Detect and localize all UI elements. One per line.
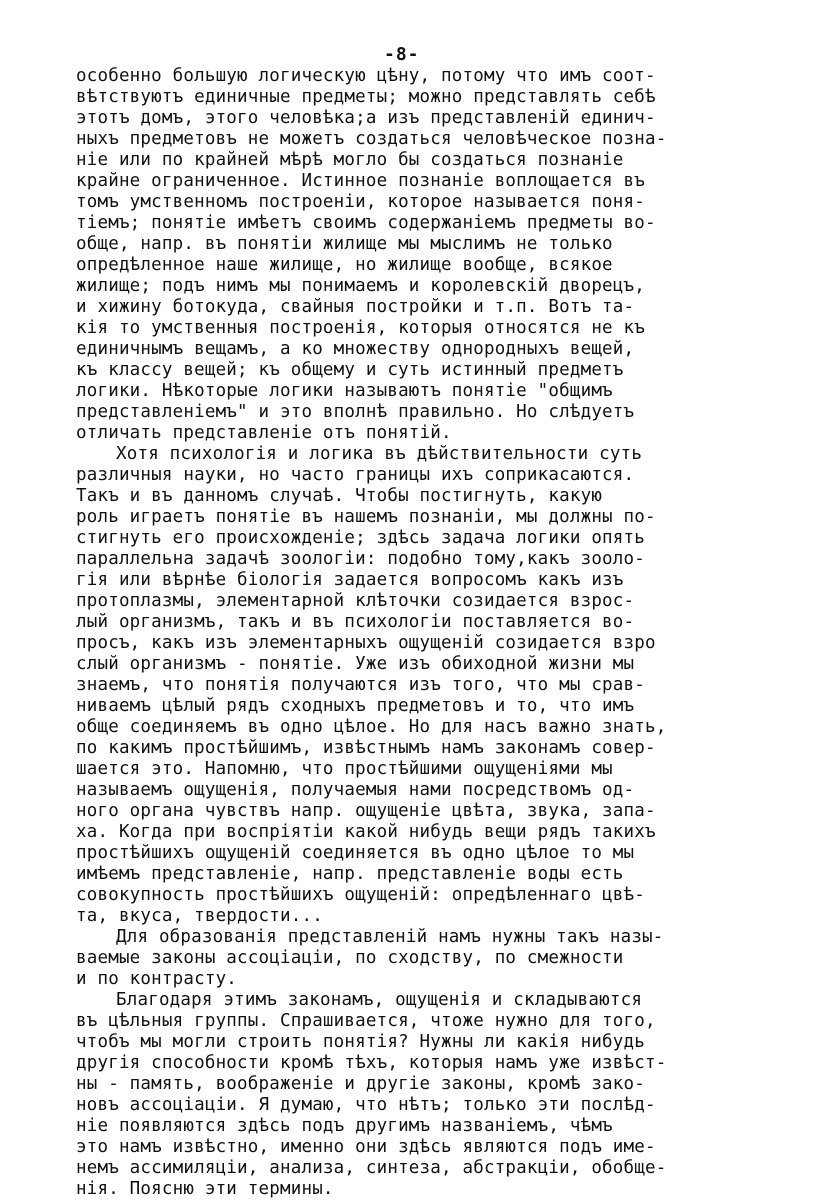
text-line: по какимъ простѣйшимъ, извѣстнымъ намъ законамъ совер-: [76, 738, 656, 758]
text-line: имѣемъ представленіе, напр. представленіе воды есть: [76, 864, 624, 884]
paragraph-start-line: Хотя психологія и логика въ дѣйствительности суть: [116, 444, 643, 464]
text-line: просъ, какъ изъ элементарныхъ ощущеній созидается взро: [76, 633, 656, 653]
text-line: слый организмъ - понятіе. Уже изъ обиходной жизни мы: [76, 654, 635, 674]
text-line: опредѣленное наше жилище, но жилище вообще, всякое: [76, 255, 613, 275]
text-line: простѣйшихъ ощущеній соединяется въ одно цѣлое то мы: [76, 843, 635, 863]
text-line: называемъ ощущенія, получаемыя нами посредствомъ од-: [76, 780, 635, 800]
text-line: различныя науки, но часто границы ихъ соприкасаются.: [76, 465, 635, 485]
text-line: ного органа чувствъ напр. ощущеніе цвѣта, звука, запа-: [76, 801, 656, 821]
text-line: совокупность простѣйшихъ ощущеній: опредѣленнаго цвѣ-: [76, 885, 646, 905]
paragraph-start-line: Для образованія представленій намъ нужны такъ назы-: [116, 927, 664, 947]
text-line: особенно большую логическую цѣну, потому что имъ соот-: [76, 66, 656, 86]
text-line: отличать представленіе отъ понятій.: [76, 423, 452, 443]
body-text: [76, 66, 766, 1200]
text-line: единичнымъ вещамъ, а ко множеству однородныхъ вещей,: [76, 339, 635, 359]
text-line: жилище; подъ нимъ мы понимаемъ и королевскій дворецъ,: [76, 276, 646, 296]
text-line: чтобъ мы могли строить понятія? Нужны ли какія нибудь: [76, 1032, 646, 1052]
text-line: и хижину ботокуда, свайныя постройки и т.п. Вотъ та-: [76, 297, 635, 317]
text-line: ха. Когда при воспріятіи какой нибудь вещи рядъ такихъ: [76, 822, 656, 842]
text-line: кія то умственныя построенія, которыя относятся не къ: [76, 318, 646, 338]
text-line: томъ умственномъ построеніи, которое называется поня-: [76, 192, 646, 212]
page-number: -8-: [384, 44, 420, 65]
text-line: крайне ограниченное. Истинное познаніе воплощается въ: [76, 171, 646, 191]
text-line: Такъ и въ данномъ случаѣ. Чтобы постигнуть, какую: [76, 486, 603, 506]
text-line: другія способности кромѣ тѣхъ, которыя намъ уже извѣст-: [76, 1053, 667, 1073]
text-line: гія или вѣрнѣе біологія задается вопросомъ какъ изъ: [76, 570, 624, 590]
text-line: ніе или по крайней мѣрѣ могло бы создаться познаніе: [76, 150, 624, 170]
text-line: и по контрасту.: [76, 969, 238, 989]
text-line: ниваемъ цѣлый рядъ сходныхъ предметовъ и то, что имъ: [76, 696, 635, 716]
text-line: логики. Нѣкоторые логики называютъ понятіе "общимъ: [76, 381, 613, 401]
text-line: тіемъ; понятіе имѣетъ своимъ содержаніемъ предметы во-: [76, 213, 656, 233]
text-line: та, вкуса, твердости...: [76, 906, 323, 926]
text-line: протоплазмы, элементарной клѣточки созидается взрос-: [76, 591, 635, 611]
text-line: роль играетъ понятіе въ нашемъ познаніи, мы должны по-: [76, 507, 656, 527]
text-line: къ классу вещей; къ общему и суть истинный предметъ: [76, 360, 624, 380]
text-line: представленіемъ" и это вполнѣ правильно. Но слѣдуетъ: [76, 402, 635, 422]
text-line: ныхъ предметовъ не можетъ создаться человѣческое позна-: [76, 129, 667, 149]
text-line: шается это. Напомню, что простѣйшими ощущеніями мы: [76, 759, 613, 779]
paragraph-start-line: Благодаря этимъ законамъ, ощущенія и складываются: [116, 990, 643, 1010]
text-line: ніе появляются здѣсь подъ другимъ названіемъ, чѣмъ: [76, 1116, 613, 1136]
text-line: параллельна задачѣ зоологіи: подобно тому,какъ зооло-: [76, 549, 646, 569]
text-line: обще, напр. въ понятіи жилище мы мыслимъ не только: [76, 234, 613, 254]
text-line: новъ ассоціаціи. Я думаю, что нѣтъ; только эти послѣд-: [76, 1095, 656, 1115]
text-line: знаемъ, что понятія получаются изъ того, что мы срав-: [76, 675, 646, 695]
text-line: это намъ извѣстно, именно они здѣсь являются подъ име-: [76, 1137, 656, 1157]
text-line: нія. Поясню эти термины.: [76, 1179, 334, 1199]
text-line: обще соединяемъ въ одно цѣлое. Но для насъ важно знать,: [76, 717, 667, 737]
text-line: стигнуть его происхожденіе; здѣсь задача логики опять: [76, 528, 646, 548]
text-line: этотъ домъ, этого человѣка;а изъ представленій единич-: [76, 108, 656, 128]
text-line: ваемые законы ассоціаціи, по сходству, по смежности: [76, 948, 624, 968]
text-line: вѣтствуютъ единичные предметы; можно представлять себѣ: [76, 87, 656, 107]
text-line: лый организмъ, такъ и въ психологіи поставляется во-: [76, 612, 635, 632]
text-line: немъ ассимиляціи, анализа, синтеза, абстракціи, обобще-: [76, 1158, 667, 1178]
text-line: ны - память, воображеніе и другіе законы, кромѣ зако-: [76, 1074, 646, 1094]
text-line: въ цѣльныя группы. Спрашивается, чтоже нужно для того,: [76, 1011, 656, 1031]
